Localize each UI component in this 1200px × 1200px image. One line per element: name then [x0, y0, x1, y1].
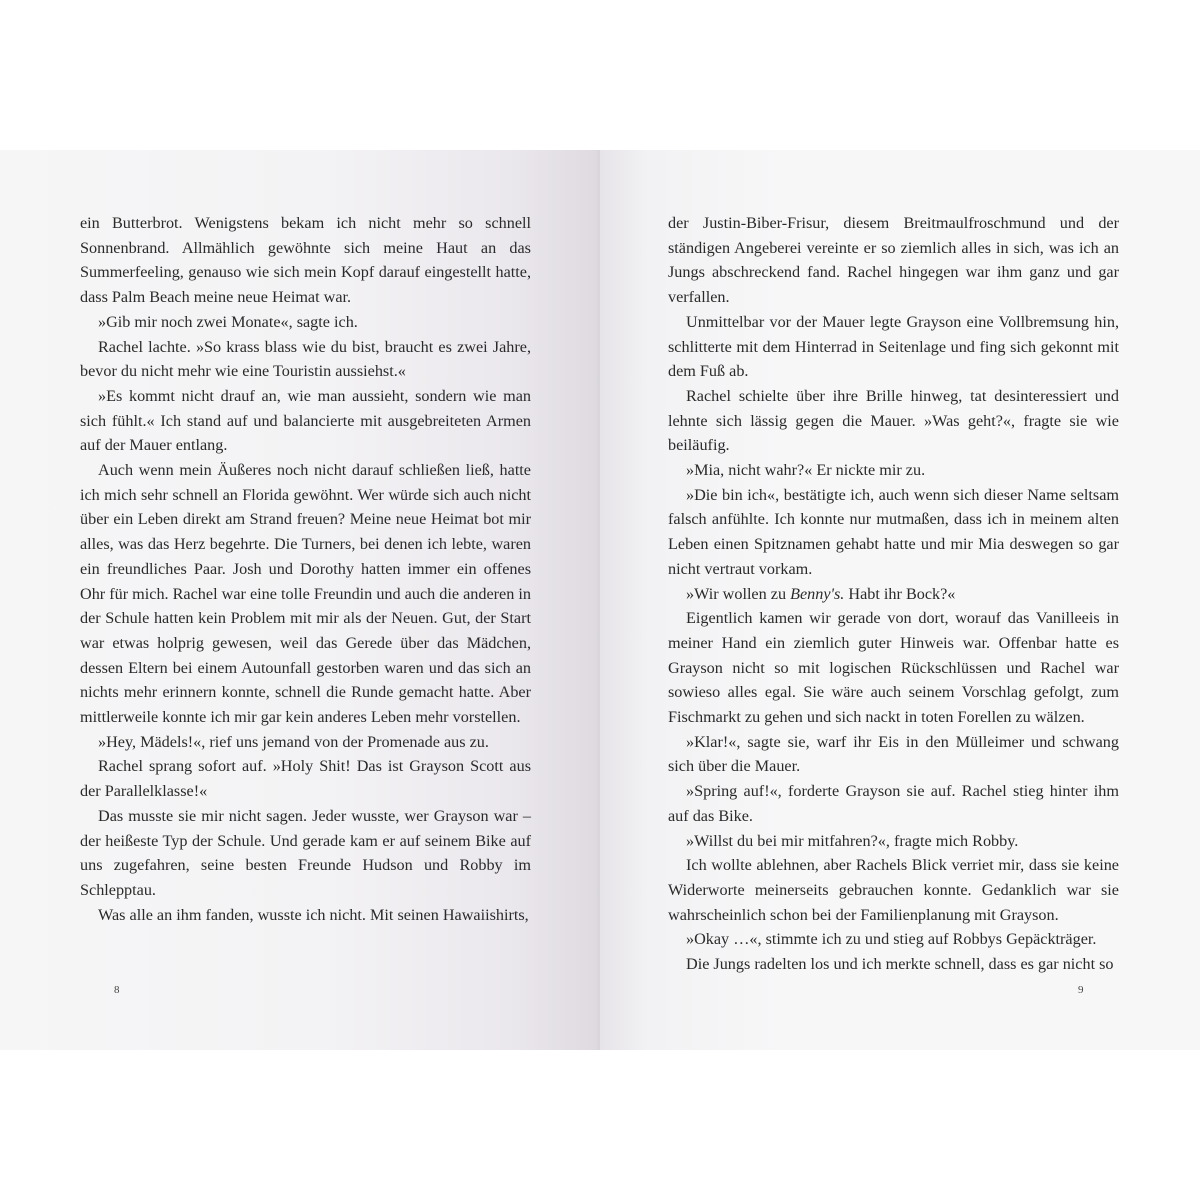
paragraph: »Hey, Mädels!«, rief uns jemand von der Promenade aus zu. — [98, 732, 489, 751]
right-page — [600, 150, 1200, 1050]
paragraph: Rachel sprang sofort auf. »Holy Shit! Das ist Grayson Scott aus der Parallelklasse!« — [80, 757, 531, 801]
paragraph-end: Habt ihr Bock?« — [844, 584, 956, 603]
paragraph: »Mia, nicht wahr?« Er nickte mir zu. — [686, 461, 926, 480]
paragraph: »Willst du bei mir mitfahren?«, fragte mich Robby. — [686, 831, 1019, 850]
paragraph: »Es kommt nicht drauf an, wie man aussieht, sondern wie man sich fühlt.« Ich stand auf und balancierte mit ausgebreiteten Armen auf der Mauer entlang. — [80, 386, 531, 455]
paragraph: »Okay …«, stimmte ich zu und stieg auf Robbys Gepäckträger. — [686, 930, 1097, 949]
paragraph: Rachel schielte über ihre Brille hinweg, tat desinteressiert und lehnte sich lässig gegen die Mauer. »Was geht?«, fragte sie wie beiläufig. — [668, 386, 1119, 455]
paragraph: »Gib mir noch zwei Monate«, sagte ich. — [98, 312, 358, 331]
page-number-left: 8 — [114, 984, 120, 996]
page-number-right: 9 — [1078, 984, 1084, 996]
left-page-text — [80, 211, 531, 927]
paragraph: ein Butterbrot. Wenigstens bekam ich nicht mehr so schnell Sonnenbrand. Allmählich gewöhnte sich meine Haut an das Summerfeeling, genauso wie sich mein Kopf darauf eingestellt hatte, dass Palm Beach meine neue Heimat war. — [80, 214, 531, 307]
left-page — [0, 150, 598, 1050]
paragraph: Was alle an ihm fanden, wusste ich nicht. Mit seinen Hawaiishirts, — [98, 905, 529, 924]
paragraph: Rachel lachte. »So krass blass wie du bist, braucht es zwei Jahre, bevor du nicht mehr wie eine Touristin aussiehst.« — [80, 337, 531, 381]
book-spread — [0, 150, 1200, 1050]
paragraph: Auch wenn mein Äußeres noch nicht darauf schließen ließ, hatte ich mich sehr schnell an Florida gewöhnt. Wer würde sich auch nicht über ein Leben direkt am Strand freuen? Meine neue Heimat bot mir alles, was das Herz begehrte. Die Turners, bei denen ich lebte, waren ein freundliches Paar. Josh und Dorothy hatten immer ein offenes Ohr für mich. Rachel war eine tolle Freundin und auch die anderen in der Schule hatten kein Problem mit mir als der Neuen. Gut, der Start war etwas holprig gewesen, weil das Gerede über das Mädchen, dessen Eltern bei einem Autounfall gestorben waren und das sich an nichts mehr erinnern konnte, schnell die Runde gemacht hatte. Aber mittlerweile konnte ich mir gar kein anderes Leben mehr vorstellen. — [80, 461, 531, 727]
right-page-text — [668, 211, 1119, 977]
paragraph-start: »Wir wollen zu — [686, 584, 791, 603]
paragraph: Unmittelbar vor der Mauer legte Grayson eine Vollbremsung hin, schlitterte mit dem Hinterrad in Seitenlage und fing sich gekonnt mit dem Fuß ab. — [668, 312, 1119, 381]
paragraph: »Die bin ich«, bestätigte ich, auch wenn sich dieser Name seltsam falsch anfühlte. Ich konnte nur mutmaßen, dass ich in meinem alten Leben einen Spitznamen gehabt hatte und mir Mia deswegen so gar nicht vertraut vorkam. — [668, 485, 1119, 578]
paragraph: »Klar!«, sagte sie, warf ihr Eis in den Mülleimer und schwang sich über die Mauer. — [668, 732, 1119, 776]
paragraph: der Justin-Biber-Frisur, diesem Breitmaulfroschmund und der ständigen Angeberei vereinte er so ziemlich alles in sich, was ich an Jungs abschreckend fand. Rachel hingegen war ihm ganz und gar verfallen. — [668, 214, 1119, 307]
paragraph: Eigentlich kamen wir gerade von dort, worauf das Vanilleeis in meiner Hand ein ziemlich guter Hinweis war. Offenbar hatte es Grayson nicht so mit logischen Rückschlüssen und Rachel war sowieso alles egal. Sie wäre auch seinem Vorschlag gefolgt, zum Fischmarkt zu gehen und sich nackt in toten Forellen zu wälzen. — [668, 609, 1119, 727]
bennys-italic: Benny's. — [790, 584, 845, 603]
paragraph: Ich wollte ablehnen, aber Rachels Blick verriet mir, dass sie keine Widerworte meinerseits gebrauchen konnte. Gedanklich war sie wahrscheinlich schon bei der Familienplanung mit Grayson. — [668, 856, 1119, 924]
paragraph: »Spring auf!«, forderte Grayson sie auf. Rachel stieg hinter ihm auf das Bike. — [668, 782, 1119, 825]
paragraph: Die Jungs radelten los und ich merkte schnell, dass es gar nicht so — [686, 955, 1114, 974]
paragraph: Das musste sie mir nicht sagen. Jeder wusste, wer Grayson war – der heißeste Typ der Schule. Und gerade kam er auf seinem Bike auf uns zugefahren, seine besten Freunde Hudson und Robby im Schlepptau. — [80, 806, 531, 899]
paragraph — [668, 582, 1119, 607]
